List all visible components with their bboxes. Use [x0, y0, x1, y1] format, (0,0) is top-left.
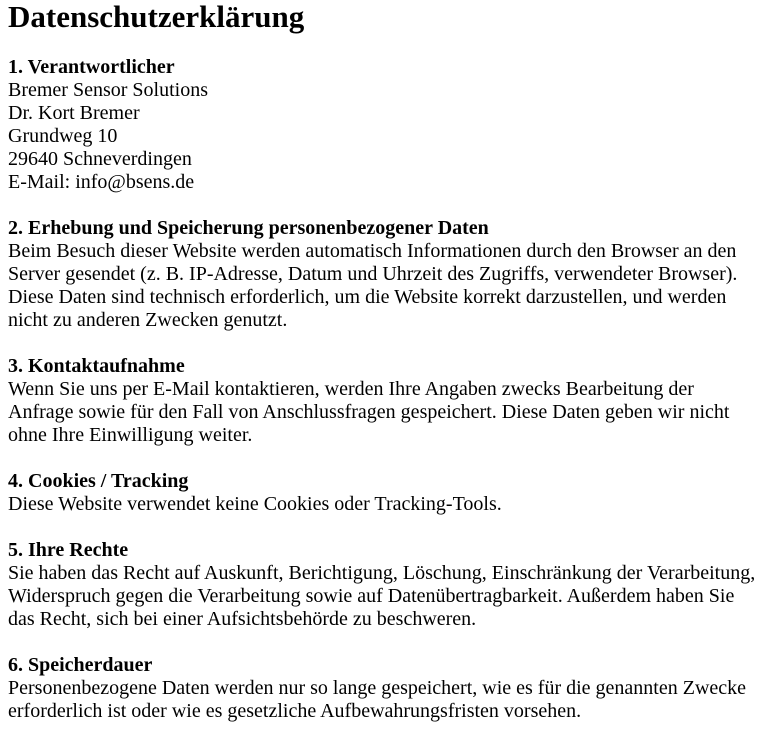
- section-heading: 1. Verantwortlicher: [8, 56, 175, 78]
- section-ihre-rechte: [8, 539, 761, 631]
- section-datenerhebung: [8, 217, 761, 332]
- section-speicherdauer: [8, 654, 761, 723]
- address-person: Dr. Kort Bremer: [8, 102, 140, 124]
- address-street: Grundweg 10: [8, 125, 118, 147]
- section-heading: 4. Cookies / Tracking: [8, 470, 189, 492]
- section-body: Sie haben das Recht auf Auskunft, Berichtigung, Löschung, Einschränkung der Verarbeitung, Widerspruch gegen die Verarbeitung sowie auf Datenübertragbarkeit. Außerdem haben Sie das Recht, sich bei einer Aufsichtsbehörde zu beschweren.: [8, 562, 756, 630]
- address-company: Bremer Sensor Solutions: [8, 79, 208, 101]
- section-heading: 2. Erhebung und Speicherung personenbezogener Daten: [8, 217, 489, 239]
- section-heading: 5. Ihre Rechte: [8, 539, 129, 561]
- section-heading: 3. Kontaktaufnahme: [8, 355, 185, 377]
- address-city: 29640 Schneverdingen: [8, 148, 192, 170]
- section-heading: 6. Speicherdauer: [8, 654, 153, 676]
- page-title: Datenschutzerklärung: [8, 0, 305, 34]
- section-kontaktaufnahme: [8, 355, 761, 447]
- section-verantwortlicher: [8, 56, 761, 194]
- section-body: Personenbezogene Daten werden nur so lange gespeichert, wie es für die genannten Zwecke erforderlich ist oder wie es gesetzliche Aufbewahrungsfristen vorsehen.: [8, 677, 747, 722]
- section-cookies-tracking: [8, 470, 761, 516]
- section-body: Diese Website verwendet keine Cookies oder Tracking-Tools.: [8, 493, 502, 515]
- section-body: Beim Besuch dieser Website werden automatisch Informationen durch den Browser an den Server gesendet (z. B. IP-Adresse, Datum und Uhrzeit des Zugriffs, verwendeter Browser). Diese Daten sind technisch erforderlich, um die Website korrekt darzustellen, und werden nicht zu anderen Zwecken genutzt.: [8, 240, 738, 331]
- section-body: Wenn Sie uns per E-Mail kontaktieren, werden Ihre Angaben zwecks Bearbeitung der Anfrage sowie für den Fall von Anschlussfragen gespeichert. Diese Daten geben wir nicht ohne Ihre Einwilligung weiter.: [8, 378, 730, 446]
- address-email: E-Mail: info@bsens.de: [8, 171, 195, 193]
